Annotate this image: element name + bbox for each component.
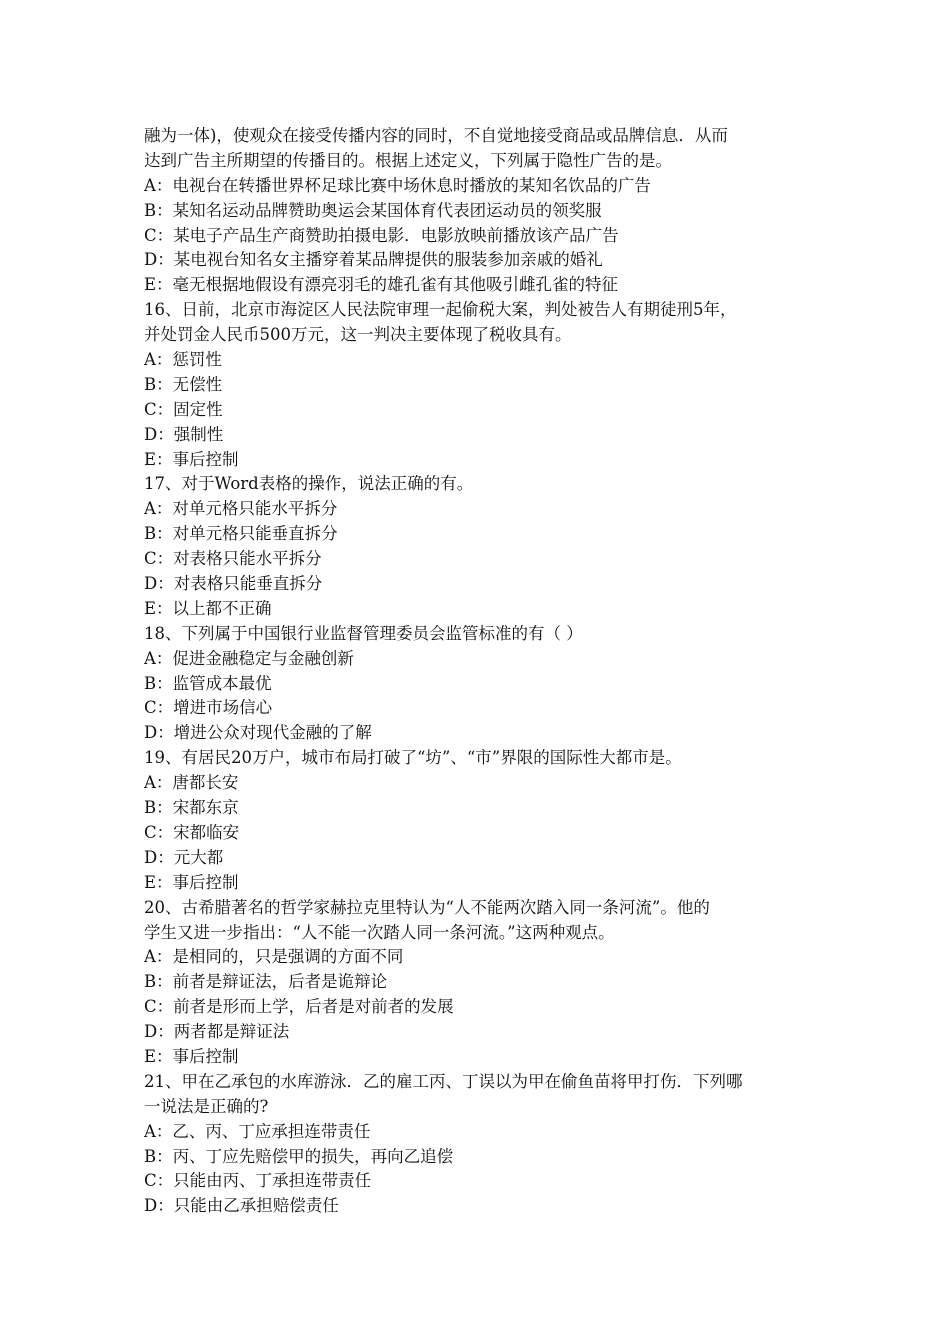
text-line: E：毫无根据地假设有漂亮羽毛的雄孔雀有其他吸引雌孔雀的特征 <box>144 275 619 295</box>
text-line: E：事后控制 <box>144 872 239 892</box>
text-line: E：以上都不正确 <box>144 598 272 618</box>
text-line: 16、日前，北京市海淀区人民法院审理一起偷税大案，判处被告人有期徒刑5年， <box>144 300 737 320</box>
text-line: E：事后控制 <box>144 449 239 469</box>
text-line: B：某知名运动品牌赞助奥运会某国体育代表团运动员的领奖服 <box>144 200 602 220</box>
text-line: D：某电视台知名女主播穿着某品牌提供的服装参加亲戚的婚礼 <box>144 250 603 270</box>
text-line: C：宋都临安 <box>144 822 240 842</box>
text-line: A：唐都长安 <box>144 773 239 793</box>
text-line: E：事后控制 <box>144 1046 239 1066</box>
text-line: C：某电子产品生产商赞助拍摄电影．电影放映前播放该产品广告 <box>144 225 619 245</box>
text-line: A：对单元格只能水平拆分 <box>144 499 338 519</box>
text-line: D：强制性 <box>144 424 224 444</box>
text-line: 融为一体)，使观众在接受传播内容的同时，不自觉地接受商品或品牌信息．从而 <box>144 126 728 145</box>
text-line: D：两者都是辩证法 <box>144 1022 290 1042</box>
text-line: A：乙、丙、丁应承担连带责任 <box>144 1121 371 1141</box>
text-line: A：是相同的，只是强调的方面不同 <box>144 947 404 967</box>
text-line: D：增进公众对现代金融的了解 <box>144 723 372 743</box>
text-line: B：宋都东京 <box>144 798 239 818</box>
text-line: D：对表格只能垂直拆分 <box>144 574 323 594</box>
text-line: B：前者是辩证法，后者是诡辩论 <box>144 972 388 992</box>
text-line: C：增进市场信心 <box>144 698 273 718</box>
text-line: 达到广告主所期望的传播目的。根据上述定义，下列属于隐性广告的是。 <box>144 150 672 170</box>
text-line: 一说法是正确的? <box>144 1096 269 1116</box>
text-line: C：对表格只能水平拆分 <box>144 549 322 569</box>
text-line: A：电视台在转播世界杯足球比赛中场休息时播放的某知名饮品的广告 <box>144 175 651 195</box>
text-line: B：无偿性 <box>144 374 223 394</box>
text-line: C：固定性 <box>144 399 223 419</box>
text-line: B：监管成本最优 <box>144 673 272 693</box>
text-line: 并处罚金人民币500万元，这一判决主要体现了税收具有。 <box>144 325 572 345</box>
text-line: 21、甲在乙承包的水库游泳．乙的雇工丙、丁误以为甲在偷鱼苗将甲打伤．下列哪 <box>144 1071 743 1091</box>
text-line: D：元大都 <box>144 847 224 867</box>
text-line: B：丙、丁应先赔偿甲的损失，再向乙追偿 <box>144 1146 454 1166</box>
text-line: D：只能由乙承担赔偿责任 <box>144 1196 339 1216</box>
text-line: 19、有居民20万户，城市布局打破了“坊”、“市”界限的国际性大都市是。 <box>144 748 682 768</box>
document-page <box>144 124 810 1219</box>
text-line: C：前者是形而上学，后者是对前者的发展 <box>144 997 454 1017</box>
text-line: 17、对于Word表格的操作，说法正确的有。 <box>144 474 474 494</box>
text-line: 学生又进一步指出：“人不能一次踏人同一条河流。”这两种观点。 <box>144 922 615 942</box>
text-line: C：只能由丙、丁承担连带责任 <box>144 1171 372 1191</box>
text-line: B：对单元格只能垂直拆分 <box>144 524 338 544</box>
text-line: 18、下列属于中国银行业监督管理委员会监管标准的有（ ） <box>144 623 583 643</box>
text-line: A：惩罚性 <box>144 350 222 370</box>
text-line: 20、古希腊著名的哲学家赫拉克里特认为“人不能两次踏入同一条河流”。他的 <box>144 897 710 917</box>
text-line: A：促进金融稳定与金融创新 <box>144 648 354 668</box>
